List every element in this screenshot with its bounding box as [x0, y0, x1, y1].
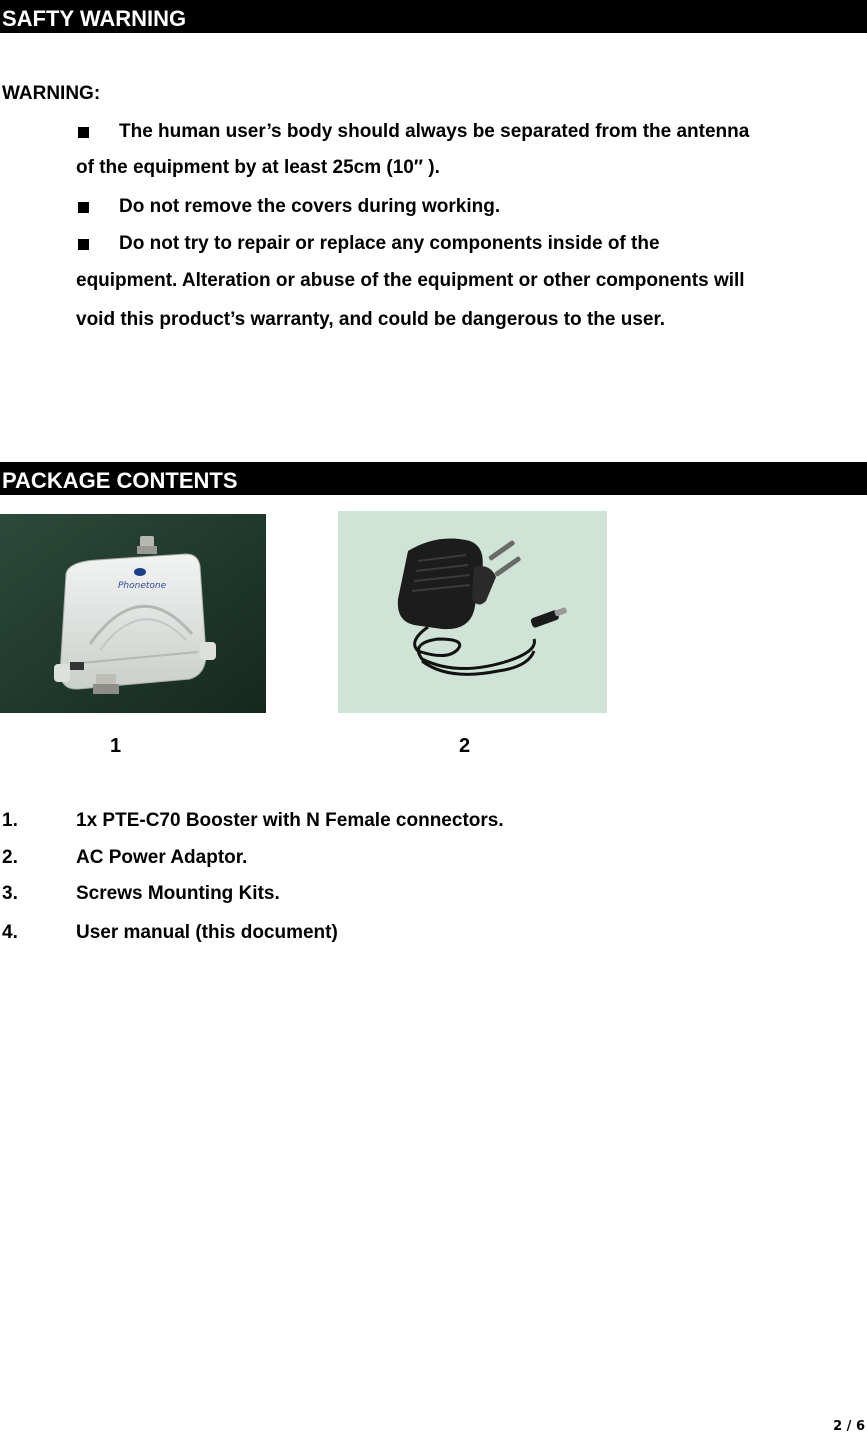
list-item-text: AC Power Adaptor. — [76, 847, 248, 868]
warning-item-3-line-2: equipment. Alteration or abuse of the equipment or other components will — [76, 270, 745, 291]
warning-item-1-line-1: The human user’s body should always be separated from the antenna — [119, 121, 750, 142]
list-item-text: User manual (this document) — [76, 922, 338, 943]
warning-item-1-line-2: of the equipment by at least 25cm (10″ ). — [76, 157, 440, 178]
list-number: 3. — [2, 883, 18, 904]
svg-text:Phonetone: Phonetone — [118, 581, 167, 591]
list-item-text: Screws Mounting Kits. — [76, 883, 280, 904]
warning-item-3-line-3: void this product’s warranty, and could be dangerous to the user. — [76, 309, 666, 330]
page-number: 2 / 6 — [833, 1419, 865, 1434]
bullet-square-icon — [78, 127, 89, 138]
warning-label: WARNING: — [2, 83, 101, 104]
list-number: 1. — [2, 810, 18, 831]
bullet-square-icon — [78, 239, 89, 250]
safety-warning-header: SAFTY WARNING — [0, 0, 867, 33]
list-number: 4. — [2, 922, 18, 943]
power-adaptor-photo — [338, 511, 607, 713]
list-number: 2. — [2, 847, 18, 868]
bullet-square-icon — [78, 202, 89, 213]
package-contents-header: PACKAGE CONTENTS — [0, 462, 867, 495]
booster-photo — [0, 514, 266, 713]
list-item-text: 1x PTE-C70 Booster with N Female connectors. — [76, 810, 504, 831]
warning-item-2-line-1: Do not remove the covers during working. — [119, 196, 501, 217]
photo-caption-2: 2 — [459, 735, 471, 757]
warning-item-3-line-1: Do not try to repair or replace any components inside of the — [119, 233, 660, 254]
photo-caption-1: 1 — [110, 735, 122, 757]
